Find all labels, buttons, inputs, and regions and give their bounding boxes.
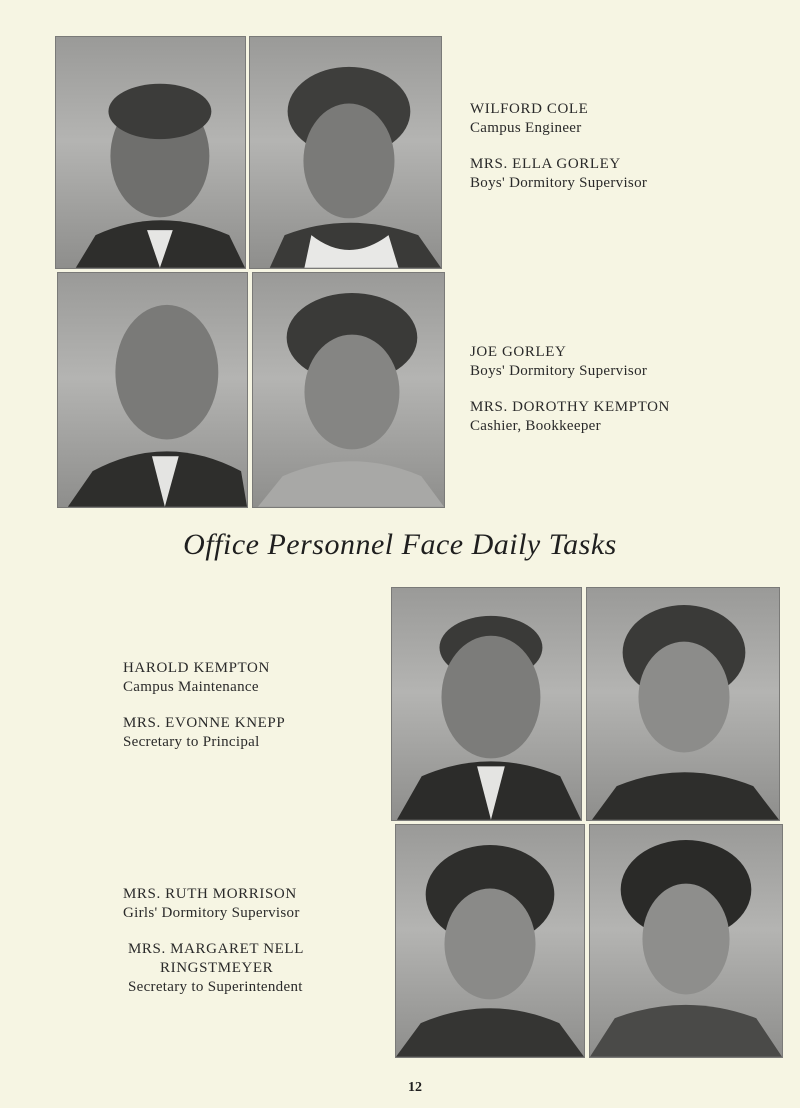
portrait-silhouette-icon — [58, 273, 247, 507]
staff-role: Secretary to Superintendent — [128, 979, 303, 995]
staff-name: MRS. MARGARET NELL — [128, 941, 304, 957]
caption-block-top-2 — [470, 343, 670, 453]
staff-name: JOE GORLEY — [470, 344, 567, 360]
staff-entry — [470, 100, 647, 138]
staff-name: MRS. DOROTHY KEMPTON — [470, 399, 670, 415]
portrait-photo — [395, 824, 585, 1058]
caption-block-bottom-1 — [123, 659, 285, 769]
staff-entry — [123, 659, 285, 697]
portrait-photo — [391, 587, 582, 821]
portrait-silhouette-icon — [392, 588, 581, 820]
staff-entry — [470, 155, 647, 193]
staff-entry — [470, 343, 670, 381]
staff-role: Campus Engineer — [470, 120, 582, 136]
page-headline: Office Personnel Face Daily Tasks — [183, 528, 617, 561]
staff-name: WILFORD COLE — [470, 101, 589, 117]
portrait-silhouette-icon — [590, 825, 782, 1057]
caption-block-top-1 — [470, 100, 647, 210]
staff-role: Boys' Dormitory Supervisor — [470, 363, 648, 379]
portrait-photo — [55, 36, 246, 269]
portrait-photo — [249, 36, 442, 269]
staff-entry — [123, 714, 285, 752]
caption-block-bottom-2 — [123, 885, 304, 1014]
staff-name: HAROLD KEMPTON — [123, 660, 270, 676]
portrait-silhouette-icon — [253, 273, 444, 507]
staff-entry — [123, 885, 304, 923]
portrait-photo — [586, 587, 780, 821]
portrait-silhouette-icon — [396, 825, 584, 1057]
portrait-silhouette-icon — [587, 588, 779, 820]
portrait-silhouette-icon — [250, 37, 441, 268]
staff-role: Cashier, Bookkeeper — [470, 418, 601, 434]
staff-name: MRS. EVONNE KNEPP — [123, 715, 286, 731]
portrait-photo — [589, 824, 783, 1058]
staff-name: MRS. ELLA GORLEY — [470, 156, 621, 172]
staff-name: MRS. RUTH MORRISON — [123, 886, 297, 902]
portrait-photo — [252, 272, 445, 508]
portrait-photo — [57, 272, 248, 508]
staff-name-continued: RINGSTMEYER — [160, 960, 274, 976]
staff-role: Boys' Dormitory Supervisor — [470, 175, 648, 191]
staff-entry — [470, 398, 670, 436]
staff-entry — [123, 940, 304, 997]
staff-role: Secretary to Principal — [123, 734, 260, 750]
staff-role: Campus Maintenance — [123, 679, 259, 695]
staff-role: Girls' Dormitory Supervisor — [123, 905, 300, 921]
portrait-silhouette-icon — [56, 37, 245, 268]
page-number: 12 — [408, 1080, 422, 1095]
